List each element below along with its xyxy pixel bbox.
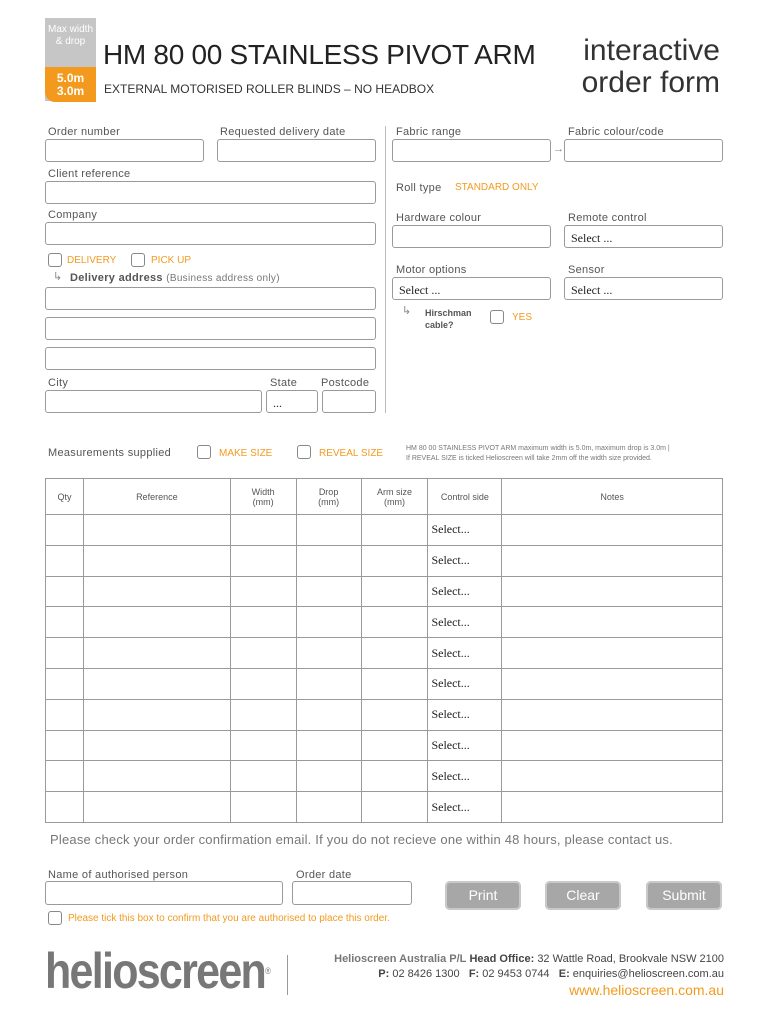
delivery-address-line-1[interactable] xyxy=(45,287,376,310)
qty-cell[interactable] xyxy=(46,730,84,761)
arm-size-cell[interactable] xyxy=(361,607,428,638)
size-tag-width: 5.0m xyxy=(56,71,85,85)
control-side-select[interactable]: Select... xyxy=(428,668,502,699)
delivery-date-label: Requested delivery date xyxy=(220,126,346,138)
width-cell[interactable] xyxy=(230,607,296,638)
fabric-colour-input[interactable] xyxy=(564,139,723,162)
width-cell[interactable] xyxy=(230,515,296,546)
reference-cell[interactable] xyxy=(83,638,230,669)
hardware-colour-input[interactable] xyxy=(392,225,551,248)
table-row xyxy=(46,576,723,607)
table-row xyxy=(46,761,723,792)
table-row xyxy=(46,638,723,669)
header-drop: Drop (mm) xyxy=(296,479,361,515)
order-number-label: Order number xyxy=(48,126,121,138)
measurements-note xyxy=(406,444,670,464)
registered-icon: ® xyxy=(265,966,271,976)
width-cell[interactable] xyxy=(230,792,296,823)
header-arm-size: Arm size (mm) xyxy=(361,479,428,515)
submit-button[interactable]: Submit xyxy=(646,881,722,910)
phone-label: P: xyxy=(378,968,390,980)
authorise-checkbox[interactable] xyxy=(48,911,62,925)
control-side-select[interactable]: Select... xyxy=(428,607,502,638)
order-table xyxy=(45,478,723,823)
fax-label: F: xyxy=(468,968,480,980)
postcode-label: Postcode xyxy=(321,377,370,389)
arm-size-cell[interactable] xyxy=(361,699,428,730)
measurements-note-line2: If REVEAL SIZE is ticked Helioscreen will take 2mm off the width size provided. xyxy=(406,455,652,462)
footer-company: Helioscreen Australia P/L xyxy=(334,953,467,965)
sensor-label: Sensor xyxy=(568,264,605,276)
branch-arrow-icon: ↳ xyxy=(53,271,63,283)
reference-cell[interactable] xyxy=(83,792,230,823)
page-subtitle: EXTERNAL MOTORISED ROLLER BLINDS – NO HEADBOX xyxy=(104,82,435,96)
table-row xyxy=(46,699,723,730)
hirschman-checkbox[interactable] xyxy=(490,310,504,324)
qty-cell[interactable] xyxy=(46,607,84,638)
table-row xyxy=(46,792,723,823)
arm-size-cell[interactable] xyxy=(361,792,428,823)
form-brand xyxy=(582,35,720,99)
make-size-label: MAKE SIZE xyxy=(219,448,273,459)
drop-cell[interactable] xyxy=(296,761,361,792)
city-input[interactable] xyxy=(45,390,262,413)
remote-control-select[interactable]: Select ... xyxy=(564,225,723,248)
qty-cell[interactable] xyxy=(46,638,84,669)
notes-cell[interactable] xyxy=(502,668,723,699)
drop-cell[interactable] xyxy=(296,668,361,699)
footer-address-line xyxy=(334,952,724,967)
qty-cell[interactable] xyxy=(46,576,84,607)
helioscreen-logo xyxy=(45,944,271,998)
reference-cell[interactable] xyxy=(83,668,230,699)
header-reference: Reference xyxy=(83,479,230,515)
arm-size-cell[interactable] xyxy=(361,668,428,699)
notes-cell[interactable] xyxy=(502,730,723,761)
qty-cell[interactable] xyxy=(46,668,84,699)
hardware-colour-label: Hardware colour xyxy=(396,212,482,224)
control-side-select[interactable]: Select... xyxy=(428,730,502,761)
arm-size-cell[interactable] xyxy=(361,545,428,576)
table-row xyxy=(46,668,723,699)
drop-cell[interactable] xyxy=(296,638,361,669)
arm-size-cell[interactable] xyxy=(361,515,428,546)
arm-size-cell[interactable] xyxy=(361,638,428,669)
hirschman-label xyxy=(425,307,472,331)
reference-cell[interactable] xyxy=(83,515,230,546)
pickup-checkbox[interactable] xyxy=(131,253,145,267)
postcode-input[interactable] xyxy=(322,390,376,413)
control-side-select[interactable]: Select... xyxy=(428,638,502,669)
hirschman-label-line1: Hirschman xyxy=(425,308,472,318)
notes-cell[interactable] xyxy=(502,607,723,638)
table-row xyxy=(46,607,723,638)
logo-text: helioscreen xyxy=(45,943,266,999)
print-button[interactable]: Print xyxy=(445,881,521,910)
qty-cell[interactable] xyxy=(46,545,84,576)
drop-cell[interactable] xyxy=(296,545,361,576)
drop-cell[interactable] xyxy=(296,515,361,546)
width-cell[interactable] xyxy=(230,576,296,607)
measurements-label: Measurements supplied xyxy=(48,447,172,459)
delivery-address-label xyxy=(70,272,280,284)
control-side-select[interactable]: Select... xyxy=(428,545,502,576)
footer-divider xyxy=(287,955,288,995)
control-side-select[interactable]: Select... xyxy=(428,576,502,607)
company-label: Company xyxy=(48,209,98,221)
arm-size-cell[interactable] xyxy=(361,730,428,761)
notes-cell[interactable] xyxy=(502,576,723,607)
arm-size-cell[interactable] xyxy=(361,761,428,792)
header-qty: Qty xyxy=(46,479,84,515)
motor-options-select[interactable]: Select ... xyxy=(392,277,551,300)
table-row xyxy=(46,545,723,576)
fax-value: 02 9453 0744 xyxy=(482,968,550,980)
notes-cell[interactable] xyxy=(502,761,723,792)
control-side-select[interactable]: Select... xyxy=(428,515,502,546)
reveal-size-label: REVEAL SIZE xyxy=(319,448,384,459)
authorised-person-input[interactable] xyxy=(45,881,283,905)
drop-cell[interactable] xyxy=(296,730,361,761)
footer-address: 32 Wattle Road, Brookvale NSW 2100 xyxy=(537,953,724,965)
sensor-select[interactable]: Select ... xyxy=(564,277,723,300)
hirschman-yes-label: YES xyxy=(512,312,533,323)
website-link[interactable]: www.helioscreen.com.au xyxy=(569,982,724,998)
make-size-checkbox[interactable] xyxy=(197,445,211,459)
roll-type-label: Roll type xyxy=(396,182,442,194)
size-tag-drop: 3.0m xyxy=(56,84,85,98)
reveal-size-checkbox[interactable] xyxy=(297,445,311,459)
email-value[interactable]: enquiries@helioscreen.com.au xyxy=(572,968,724,980)
delivery-address-title: Delivery address xyxy=(70,272,163,284)
column-divider xyxy=(385,126,386,413)
qty-cell[interactable] xyxy=(46,792,84,823)
reference-cell[interactable] xyxy=(83,761,230,792)
delivery-address-line-2[interactable] xyxy=(45,317,376,340)
brand-line-1: interactive xyxy=(583,34,720,67)
arm-size-cell[interactable] xyxy=(361,576,428,607)
fabric-range-label: Fabric range xyxy=(396,126,462,138)
phone-value: 02 8426 1300 xyxy=(392,968,460,980)
reference-cell[interactable] xyxy=(83,699,230,730)
drop-cell[interactable] xyxy=(296,576,361,607)
size-tag-label: Max width & drop xyxy=(47,24,93,47)
width-cell[interactable] xyxy=(230,668,296,699)
motor-options-label: Motor options xyxy=(396,264,467,276)
width-cell[interactable] xyxy=(230,638,296,669)
delivery-checkbox-label: DELIVERY xyxy=(67,255,117,266)
confirmation-note: Please check your order confirmation email. If you do not recieve one within 48 hours, please contact us. xyxy=(50,832,673,847)
delivery-date-input[interactable] xyxy=(217,139,376,162)
client-reference-label: Client reference xyxy=(48,168,131,180)
drop-cell[interactable] xyxy=(296,792,361,823)
table-row xyxy=(46,730,723,761)
roll-type-value: STANDARD ONLY xyxy=(455,182,539,193)
pickup-checkbox-label: PICK UP xyxy=(151,255,192,266)
hirschman-label-line2: cable? xyxy=(425,320,454,330)
state-label: State xyxy=(270,377,298,389)
table-row xyxy=(46,515,723,546)
page-title: HM 80 00 STAINLESS PIVOT ARM xyxy=(103,39,536,70)
remote-control-label: Remote control xyxy=(568,212,647,224)
header-control-side: Control side xyxy=(428,479,502,515)
footer-head-office-label: Head Office: xyxy=(469,953,535,965)
drop-cell[interactable] xyxy=(296,699,361,730)
order-number-input[interactable] xyxy=(45,139,204,162)
company-input[interactable] xyxy=(45,222,376,245)
width-cell[interactable] xyxy=(230,730,296,761)
notes-cell[interactable] xyxy=(502,699,723,730)
notes-cell[interactable] xyxy=(502,792,723,823)
city-label: City xyxy=(48,377,69,389)
qty-cell[interactable] xyxy=(46,761,84,792)
state-select[interactable]: ... xyxy=(266,390,318,413)
order-date-label: Order date xyxy=(296,869,352,881)
brand-line-2: order form xyxy=(581,66,720,99)
authorise-checkbox-label: Please tick this box to confirm that you are authorised to place this order. xyxy=(68,913,390,924)
width-cell[interactable] xyxy=(230,761,296,792)
arrow-right-icon: → xyxy=(553,143,564,155)
reference-cell[interactable] xyxy=(83,576,230,607)
clear-button[interactable]: Clear xyxy=(545,881,621,910)
branch-arrow-icon: ↳ xyxy=(402,305,412,317)
reference-cell[interactable] xyxy=(83,730,230,761)
notes-cell[interactable] xyxy=(502,638,723,669)
delivery-checkbox[interactable] xyxy=(48,253,62,267)
reference-cell[interactable] xyxy=(83,545,230,576)
fabric-range-input[interactable] xyxy=(392,139,551,162)
notes-cell[interactable] xyxy=(502,545,723,576)
delivery-address-line-3[interactable] xyxy=(45,347,376,370)
qty-cell[interactable] xyxy=(46,515,84,546)
measurements-note-line1: HM 80 00 STAINLESS PIVOT ARM maximum width is 5.0m, maximum drop is 3.0m | xyxy=(406,445,670,452)
control-side-select[interactable]: Select... xyxy=(428,761,502,792)
client-reference-input[interactable] xyxy=(45,181,376,204)
order-date-input[interactable] xyxy=(292,881,412,905)
width-cell[interactable] xyxy=(230,699,296,730)
reference-cell[interactable] xyxy=(83,607,230,638)
footer-contact xyxy=(334,952,724,982)
header-width: Width (mm) xyxy=(230,479,296,515)
control-side-select[interactable]: Select... xyxy=(428,699,502,730)
header-notes: Notes xyxy=(502,479,723,515)
table-header-row xyxy=(46,479,723,515)
delivery-address-note: (Business address only) xyxy=(166,273,280,284)
authorised-person-label: Name of authorised person xyxy=(48,869,189,881)
drop-cell[interactable] xyxy=(296,607,361,638)
email-label: E: xyxy=(558,968,570,980)
qty-cell[interactable] xyxy=(46,699,84,730)
width-cell[interactable] xyxy=(230,545,296,576)
control-side-select[interactable]: Select... xyxy=(428,792,502,823)
notes-cell[interactable] xyxy=(502,515,723,546)
fabric-colour-label: Fabric colour/code xyxy=(568,126,664,138)
footer-phone-line xyxy=(334,967,724,982)
